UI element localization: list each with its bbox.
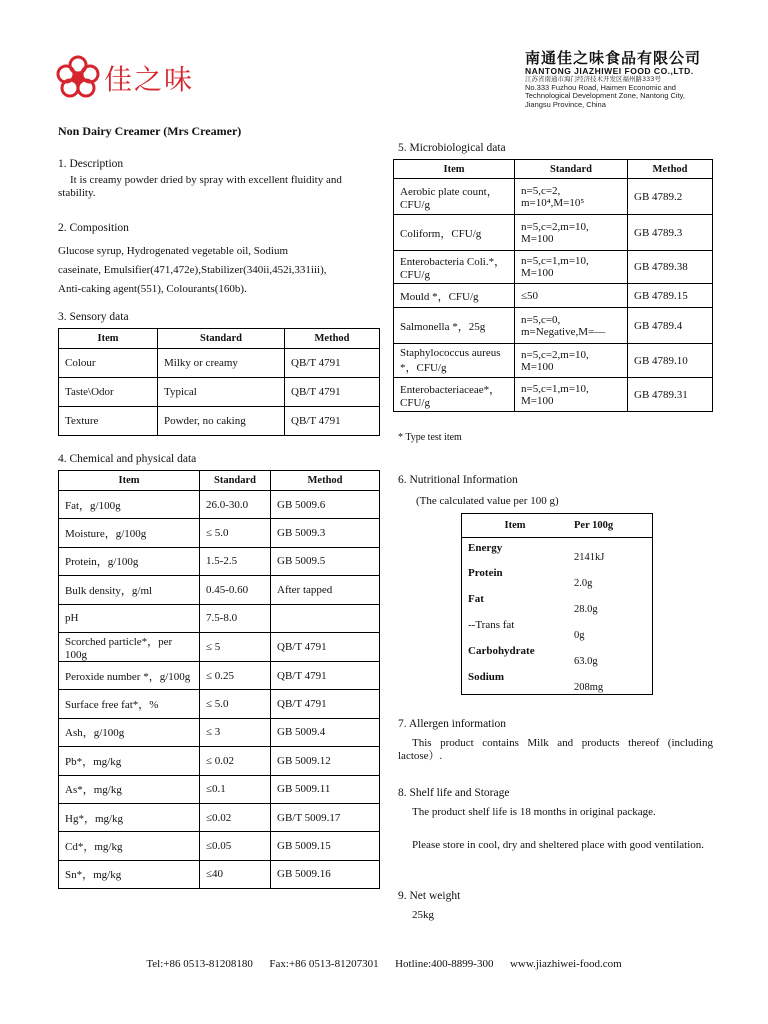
cell-item: Peroxide number *，g/100g <box>59 661 200 689</box>
cell-standard: 7.5-8.0 <box>200 604 271 632</box>
cell-item: Energy <box>468 541 503 554</box>
net-weight-heading: 9. Net weight <box>398 890 461 902</box>
cell-item: Bulk density，g/ml <box>59 576 200 604</box>
description-heading: 1. Description <box>58 158 124 170</box>
cell-method: GB 4789.2 <box>628 179 713 215</box>
cell-method: GB 4789.15 <box>628 284 713 308</box>
cell-method: GB 5009.11 <box>271 775 380 803</box>
footer-fax: Fax:+86 0513-81207301 <box>269 958 379 970</box>
cell-standard: n=5,c=2,m=10, M=100 <box>515 344 628 378</box>
shelf-text-2: Please store in cool, dry and sheltered place with good ventilation. <box>412 839 705 851</box>
table-row <box>394 378 713 412</box>
col-standard: Standard <box>200 471 271 491</box>
document-title: Non Dairy Creamer (Mrs Creamer) <box>58 124 242 138</box>
cell-standard: 1.5-2.5 <box>200 547 271 575</box>
logo-flower-icon <box>55 55 101 101</box>
col-method: Method <box>285 329 380 349</box>
table-row <box>462 537 652 563</box>
table-row <box>59 747 380 775</box>
micro-table <box>393 159 713 412</box>
sensory-table <box>58 328 380 436</box>
table-row <box>59 519 380 547</box>
footer-web: www.jiazhiwei-food.com <box>509 958 622 970</box>
chemical-table <box>58 470 380 889</box>
cell-method <box>271 604 380 632</box>
cell-method: GB 5009.12 <box>271 747 380 775</box>
cell-item: Salmonella *，25g <box>394 308 515 344</box>
col-item: Item <box>59 329 158 349</box>
table-row <box>59 775 380 803</box>
cell-standard: ≤ 0.25 <box>200 661 271 689</box>
table-header-row <box>59 471 380 491</box>
cell-item: Fat <box>468 593 484 605</box>
cell-item: Protein，g/100g <box>59 547 200 575</box>
table-row <box>394 179 713 215</box>
cell-method: GB 5009.5 <box>271 547 380 575</box>
cell-method: QB/T 4791 <box>285 349 380 378</box>
nutrition-heading: 6. Nutritional Information <box>398 474 518 486</box>
nutrition-table-frame <box>461 513 653 695</box>
table-row <box>59 690 380 718</box>
cell-item: Enterobacteriaceae*，CFU/g <box>394 378 515 412</box>
table-row <box>59 491 380 519</box>
cell-standard: Milky or creamy <box>158 349 285 378</box>
cell-value: 63.0g <box>574 656 598 667</box>
table-row <box>462 563 652 589</box>
table-row <box>462 641 652 667</box>
table-row <box>462 667 652 693</box>
table-row <box>394 215 713 251</box>
cell-item: Enterobacteria Coli.*，CFU/g <box>394 251 515 284</box>
col-method: Method <box>628 160 713 179</box>
cell-item: Sodium <box>468 671 505 683</box>
cell-item: Scorched particle*，per 100g <box>59 632 200 661</box>
table-row <box>59 661 380 689</box>
table-row <box>59 604 380 632</box>
company-name-cn: 南通佳之味食品有限公司 <box>525 49 702 67</box>
cell-item: Hg*，mg/kg <box>59 803 200 831</box>
cell-standard: Powder, no caking <box>158 407 285 436</box>
cell-method: GB/T 5009.17 <box>271 803 380 831</box>
cell-item: Mould *，CFU/g <box>394 284 515 308</box>
cell-item: Taste\Odor <box>59 378 158 407</box>
col-standard: Standard <box>515 160 628 179</box>
cell-value: 2.0g <box>574 578 593 589</box>
shelf-heading: 8. Shelf life and Storage <box>398 787 510 799</box>
cell-method: GB 4789.3 <box>628 215 713 251</box>
nutrition-table <box>462 514 652 693</box>
cell-method: GB 5009.3 <box>271 519 380 547</box>
footer-hotline: Hotline:400-8899-300 <box>395 958 494 970</box>
cell-standard: Typical <box>158 378 285 407</box>
table-row <box>394 251 713 284</box>
cell-item: --Trans fat <box>468 619 515 631</box>
table-row <box>59 718 380 746</box>
cell-standard: ≤ 5.0 <box>200 690 271 718</box>
chemical-heading: 4. Chemical and physical data <box>58 453 197 465</box>
cell-method: GB 4789.31 <box>628 378 713 412</box>
cell-method: GB 4789.38 <box>628 251 713 284</box>
composition-text: Glucose syrup, Hydrogenated vegetable oil, Sodium caseinate, Emulsifier(471,472e),Stabilizer(340ii,452i,331iii), Anti-caking agent(551), Colourants(160b). <box>58 245 327 295</box>
cell-item: pH <box>59 604 200 632</box>
cell-value: 28.0g <box>574 604 598 615</box>
cell-standard: n=5,c=2,m=10, M=100 <box>515 215 628 251</box>
cell-standard: ≤0.1 <box>200 775 271 803</box>
table-row <box>59 349 380 378</box>
table-header-row <box>59 329 380 349</box>
cell-standard: ≤50 <box>515 284 628 308</box>
cell-item: Cd*，mg/kg <box>59 832 200 860</box>
col-method: Method <box>271 471 380 491</box>
cell-item: Protein <box>468 567 503 579</box>
cell-method: GB 4789.10 <box>628 344 713 378</box>
allergen-heading: 7. Allergen information <box>398 718 507 730</box>
table-row <box>59 832 380 860</box>
cell-method: GB 5009.16 <box>271 860 380 888</box>
cell-item: Sn*，mg/kg <box>59 860 200 888</box>
cell-method: QB/T 4791 <box>271 661 380 689</box>
col-item: Item <box>59 471 200 491</box>
cell-item: Texture <box>59 407 158 436</box>
micro-note: * Type test item <box>398 432 462 443</box>
cell-item: Surface free fat*，% <box>59 690 200 718</box>
cell-item: Ash，g/100g <box>59 718 200 746</box>
cell-item: Coliform，CFU/g <box>394 215 515 251</box>
table-header-row <box>394 160 713 179</box>
logo-text: 佳之味 <box>104 63 195 96</box>
table-row <box>462 589 652 615</box>
table-row <box>59 632 380 661</box>
table-row <box>59 576 380 604</box>
description-text: It is creamy powder dried by spray with excellent fluidity and stability. <box>58 174 342 199</box>
cell-standard: 26.0-30.0 <box>200 491 271 519</box>
cell-item: As*，mg/kg <box>59 775 200 803</box>
cell-method: GB 5009.15 <box>271 832 380 860</box>
cell-item: Pb*，mg/kg <box>59 747 200 775</box>
cell-value: 0g <box>574 630 585 641</box>
company-name-en: NANTONG JIAZHIWEI FOOD CO.,LTD. <box>525 66 694 76</box>
cell-standard: ≤ 5 <box>200 632 271 661</box>
table-row <box>59 860 380 888</box>
cell-method: QB/T 4791 <box>285 407 380 436</box>
cell-item: Colour <box>59 349 158 378</box>
sensory-heading: 3. Sensory data <box>58 311 129 323</box>
company-address: 江苏省南通市海门经济技术开发区福州路333号 No.333 Fuzhou Road, Haimen Economic and Technological Development Zone, Nantong City, Jiangsu Province, China <box>525 75 685 109</box>
composition-heading: 2. Composition <box>58 222 129 234</box>
table-row <box>59 407 380 436</box>
cell-standard: n=5,c=0, m=Negative,M=— <box>515 308 628 344</box>
cell-method: After tapped <box>271 576 380 604</box>
cell-value: 208mg <box>574 682 604 693</box>
footer-contacts <box>0 958 768 970</box>
table-row <box>394 308 713 344</box>
cell-item: Aerobic plate count，CFU/g <box>394 179 515 215</box>
table-row <box>462 615 652 641</box>
cell-standard: ≤ 5.0 <box>200 519 271 547</box>
cell-item: Moisture，g/100g <box>59 519 200 547</box>
footer-tel: Tel:+86 0513-81208180 <box>146 958 253 970</box>
cell-method: QB/T 4791 <box>271 632 380 661</box>
cell-method: QB/T 4791 <box>285 378 380 407</box>
cell-method: QB/T 4791 <box>271 690 380 718</box>
col-per-100g: Per 100g <box>568 514 652 537</box>
cell-method: GB 4789.4 <box>628 308 713 344</box>
cell-standard: ≤0.05 <box>200 832 271 860</box>
cell-method: GB 5009.4 <box>271 718 380 746</box>
cell-standard: n=5,c=1,m=10, M=100 <box>515 251 628 284</box>
allergen-text: This product contains Milk and products thereof (including lactose）. <box>398 737 713 762</box>
cell-standard: ≤0.02 <box>200 803 271 831</box>
cell-value: 2141kJ <box>574 552 605 563</box>
cell-standard: 0.45-0.60 <box>200 576 271 604</box>
cell-method: GB 5009.6 <box>271 491 380 519</box>
micro-heading: 5. Microbiological data <box>398 142 506 154</box>
table-row <box>394 344 713 378</box>
table-row <box>59 378 380 407</box>
table-row <box>59 803 380 831</box>
table-row <box>59 547 380 575</box>
cell-standard: ≤ 0.02 <box>200 747 271 775</box>
cell-item: Staphylococcus aureus *，CFU/g <box>394 344 515 378</box>
cell-standard: n=5,c=2, m=10⁴,M=10⁵ <box>515 179 628 215</box>
nutrition-subheading: (The calculated value per 100 g) <box>416 495 559 507</box>
cell-standard: n=5,c=1,m=10, M=100 <box>515 378 628 412</box>
cell-item: Carbohydrate <box>468 645 535 657</box>
col-item: Item <box>394 160 515 179</box>
col-item: Item <box>462 514 568 537</box>
col-standard: Standard <box>158 329 285 349</box>
cell-standard: ≤ 3 <box>200 718 271 746</box>
table-row <box>394 284 713 308</box>
cell-item: Fat，g/100g <box>59 491 200 519</box>
shelf-text-1: The product shelf life is 18 months in original package. <box>412 806 656 818</box>
cell-standard: ≤40 <box>200 860 271 888</box>
table-header-row <box>462 514 652 537</box>
net-weight-value: 25kg <box>412 909 434 921</box>
